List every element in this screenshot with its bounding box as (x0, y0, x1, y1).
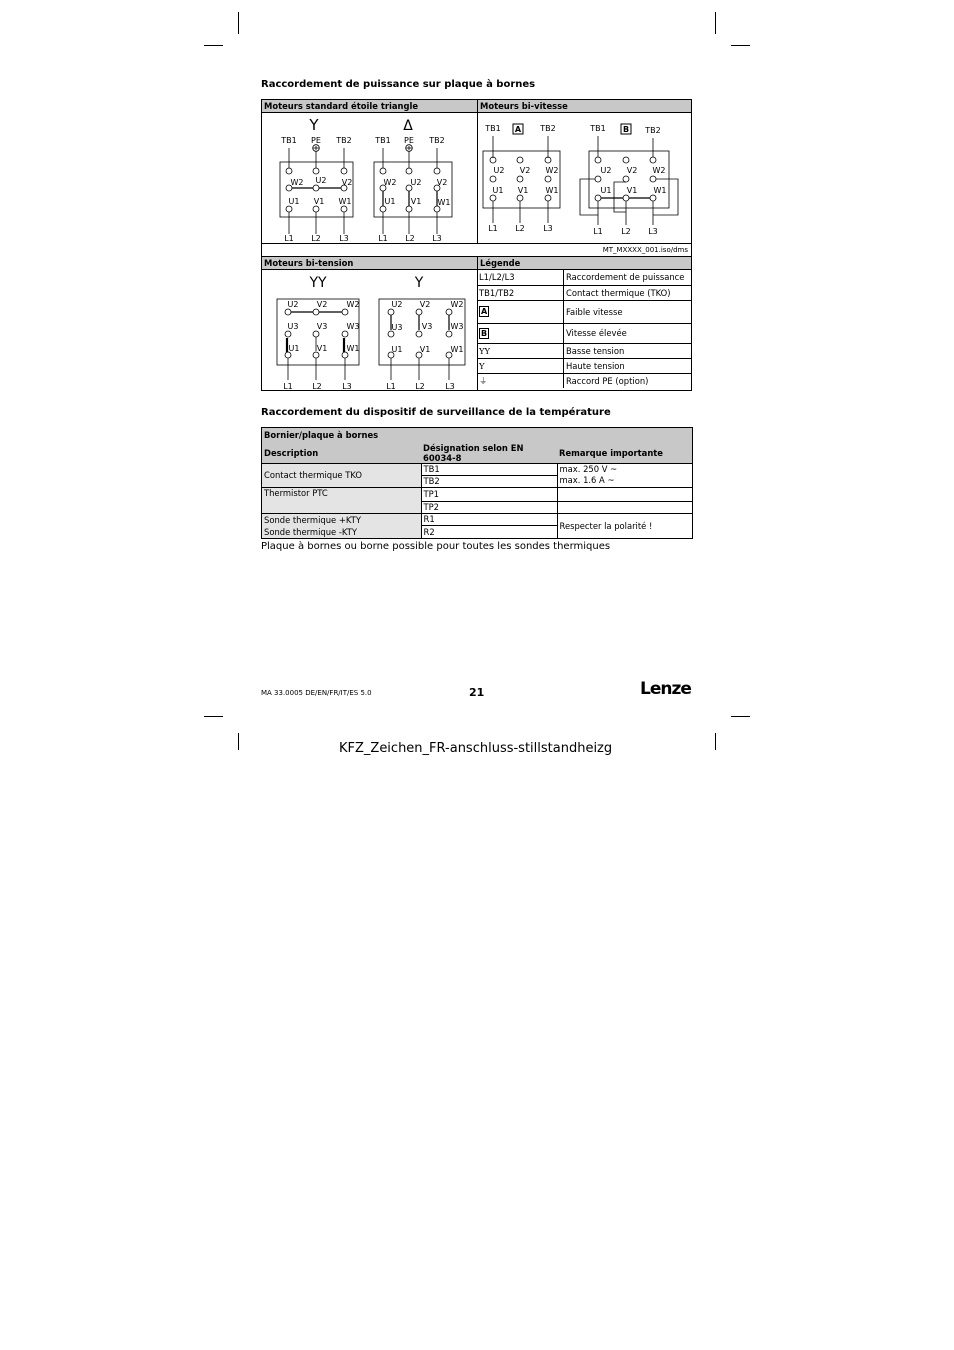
terminal-label: L1 (283, 382, 293, 391)
table-cell: Sonde thermique -KTY (264, 526, 357, 537)
terminal-label: V1 (517, 186, 529, 195)
document-id: MA 33.0005 DE/EN/FR/IT/ES 5.0 (261, 689, 372, 697)
terminal-label: L2 (415, 382, 425, 391)
legend-sym: L1/L2/L3 (477, 270, 564, 285)
legend-box-b: B (481, 328, 488, 338)
terminal-label: V2 (316, 300, 328, 309)
terminal-label: TB2 (540, 124, 556, 133)
terminal-label: U2 (287, 300, 299, 309)
terminal-label: W2 (290, 178, 304, 187)
terminal-label: L3 (339, 234, 349, 243)
legend-text: Contact thermique (TKO) (564, 285, 693, 300)
terminal-label: TB2 (429, 136, 445, 145)
terminal-label: TB1 (375, 136, 391, 145)
terminal-label: W1 (346, 344, 360, 353)
column-header: Remarque importante (557, 443, 693, 464)
brand-logo: Lenze (640, 679, 691, 699)
terminal-label: TB2 (645, 126, 661, 135)
column-header: Description (262, 443, 422, 464)
page-number: 21 (469, 686, 485, 699)
terminal-label: W3 (450, 322, 464, 331)
terminal-label: U3 (287, 322, 299, 331)
crop-mark (715, 733, 716, 750)
y-symbol: Y (414, 275, 424, 291)
table-cell: Sonde thermique +KTY (264, 514, 361, 525)
terminal-label: L3 (342, 382, 352, 391)
terminal-label: L2 (405, 234, 415, 243)
terminal-label: V2 (519, 166, 531, 175)
terminal-label: W2 (652, 166, 666, 175)
terminal-label: TB1 (485, 124, 501, 133)
dual-voltage-high-diagram (379, 275, 465, 391)
crop-mark (204, 716, 223, 717)
terminal-label: V1 (419, 345, 431, 354)
terminal-label: L1 (593, 227, 603, 236)
table-cell: TB2 (421, 475, 557, 487)
legend-box-a: A (481, 307, 488, 316)
two-speed-high-diagram (580, 124, 678, 236)
terminal-label: L3 (432, 234, 442, 243)
header-two-speed: Moteurs bi-vitesse (478, 100, 691, 113)
terminal-label: W1 (338, 197, 352, 206)
terminal-label: L3 (543, 224, 553, 233)
terminal-label: U3 (391, 323, 403, 332)
table-header-top: Bornier/plaque à bornes (262, 428, 693, 443)
terminal-label: TB1 (590, 124, 606, 133)
terminal-label: TB2 (336, 136, 352, 145)
header-star-delta: Moteurs standard étoile triangle (262, 100, 477, 113)
star-diagram (280, 116, 353, 243)
terminal-label: U1 (288, 344, 300, 353)
terminal-label: V3 (421, 322, 433, 331)
legend-text: Faible vitesse (564, 300, 693, 323)
table-cell: TP1 (421, 487, 557, 501)
legend-text: Vitesse élevée (564, 323, 693, 343)
terminal-label: V3 (316, 322, 328, 331)
column-header: Désignation selon EN 60034-8 (421, 443, 557, 464)
terminal-label: U2 (410, 178, 422, 187)
legend-sym: YY (477, 343, 564, 358)
terminal-label: U2 (493, 166, 505, 175)
terminal-label: W2 (450, 300, 464, 309)
delta-diagram (374, 118, 452, 243)
terminal-label: V1 (313, 197, 325, 206)
terminal-label: W2 (545, 166, 559, 175)
figure-reference: MT_MXXXX_001.iso/dms (602, 246, 688, 254)
terminal-label: PE (404, 136, 414, 145)
note-text: Plaque à bornes ou borne possible pour toutes les sondes thermiques (261, 541, 611, 552)
table-cell: R2 (421, 526, 557, 539)
section-title: Raccordement du dispositif de surveillance de la température (261, 407, 611, 418)
table-cell: max. 250 V ~ (559, 464, 618, 474)
terminal-label: V2 (419, 300, 431, 309)
terminal-label: L2 (311, 234, 321, 243)
terminal-label: PE (311, 136, 321, 145)
terminal-label: V1 (410, 197, 422, 206)
terminal-label: L2 (621, 227, 631, 236)
table-cell: TB1 (421, 463, 557, 475)
box-a-label: A (514, 125, 522, 134)
terminal-label: L1 (378, 234, 388, 243)
terminal-label: L3 (648, 227, 658, 236)
terminal-label: W1 (450, 345, 464, 354)
terminal-label: V2 (436, 178, 448, 187)
terminal-label: V2 (626, 166, 638, 175)
terminal-label: L2 (515, 224, 525, 233)
temperature-table (261, 427, 693, 539)
terminal-label: W3 (346, 322, 360, 331)
star-symbol: Y (309, 116, 319, 134)
two-speed-low-diagram (483, 124, 560, 233)
terminal-label: U1 (288, 197, 300, 206)
table-cell: TP2 (421, 501, 557, 513)
table-cell: Contact thermique TKO (262, 463, 422, 487)
dual-voltage-low-diagram (277, 275, 360, 391)
yy-symbol: YY (309, 275, 327, 291)
section-title: Raccordement de puissance sur plaque à bornes (261, 79, 536, 90)
delta-symbol: Δ (403, 118, 413, 134)
terminal-label: U1 (384, 197, 396, 206)
terminal-label: L3 (445, 382, 455, 391)
terminal-label: L2 (312, 382, 322, 391)
terminal-label: W2 (346, 300, 360, 309)
crop-mark (731, 716, 750, 717)
ground-icon: ⏚ (477, 373, 564, 388)
terminal-label: U1 (600, 186, 612, 195)
legend-sym: TB1/TB2 (477, 285, 564, 300)
header-legend: Légende (478, 257, 691, 270)
terminal-label: L1 (488, 224, 498, 233)
terminal-label: U1 (492, 186, 504, 195)
terminal-label: U1 (391, 345, 403, 354)
terminal-label: U2 (315, 176, 327, 185)
table-cell: Respecter la polarité ! (557, 513, 693, 538)
table-cell: R1 (421, 513, 557, 526)
legend-text: Raccordement de puissance (564, 270, 693, 285)
terminal-label: W2 (383, 178, 397, 187)
box-b-label: B (622, 125, 630, 134)
terminal-label: W1 (653, 186, 667, 195)
terminal-label: V1 (316, 344, 328, 353)
legend-text: Haute tension (564, 358, 693, 373)
terminal-label: TB1 (281, 136, 297, 145)
terminal-label: L1 (386, 382, 396, 391)
wiring-diagrams (0, 0, 954, 400)
legend-text: Basse tension (564, 343, 693, 358)
legend-text: Raccord PE (option) (564, 373, 693, 388)
image-caption: KFZ_Zeichen_FR-anschluss-stillstandheizg (339, 741, 613, 756)
header-dual-voltage: Moteurs bi-tension (262, 257, 477, 270)
legend-sym: Y (477, 358, 564, 373)
terminal-label: L1 (284, 234, 294, 243)
terminal-label: W1 (437, 198, 451, 207)
terminal-label: W1 (545, 186, 559, 195)
crop-mark (238, 733, 239, 750)
table-cell: max. 1.6 A ~ (559, 475, 615, 485)
table-cell: Thermistor PTC (262, 487, 422, 513)
terminal-label: U2 (391, 300, 403, 309)
terminal-label: V1 (626, 186, 638, 195)
terminal-label: U2 (600, 166, 612, 175)
terminal-label: V2 (341, 178, 353, 187)
